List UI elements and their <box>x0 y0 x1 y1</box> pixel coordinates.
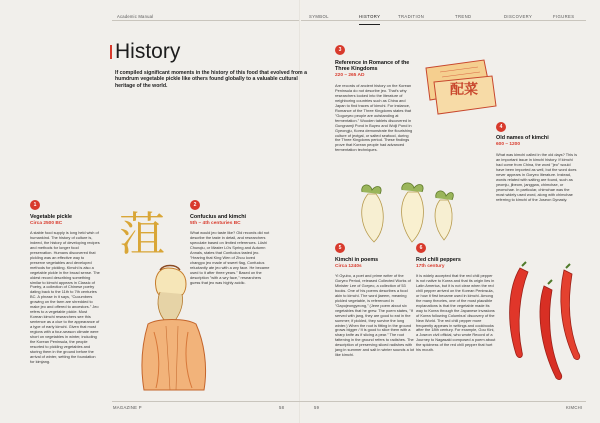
entry-1-body: A stable food supply is long held wish of humankind. The history of culture is, indeed, the history of developing recipes and methods for longer food preservation. Humans discovered that pickling was an effective way to preserve vegetables and developed methods for pickling. Kimchi is also a vegetable pickle in the broad sense. The oldest record describing something similar to kimchi appears in Classic of Poetry, a collection of Chinese poetry dating back to the 11th to 7th centuries BC. A phrase in it says, "Cucumbers growing on the farm are shredded to make jeo and offered to ancestors." Jeo refers to a vegetable pickle. Most Korean kimchi researchers see this sentence as a clue to the appearance of a type of early kimchi. Given that most regions with a four-season climate were short on vegetables in winter, including the Korean Peninsula, the people resorted to pickling vegetables and storing them in the ground before the arrival of winter, setting the foundation for kimjang. <box>30 230 100 364</box>
page-spine <box>299 0 301 423</box>
intro-text: If compiled significant moments in the history of this food that evolved from a humdrum vegetable pickle like others found globally to a valuable cultural heritage of the world. <box>115 70 307 89</box>
entry-3-body: Are records of ancient history on the Korean Peninsula do not describe jeo. That's why researchers looked into the literature of neighboring countries such as China and Japan to find traces of kimchi. For instance, Romance of the Three Kingdoms states that "Goguryeo people are outstanding at fermentation." Wooden tablets discovered in Gungnamji Pond in Buyeo and Wolji Pond in Gyeongju, Korea demonstrate the flourishing culture of jeotgal, or salted seafood, during the Three Kingdoms period. These findings prove that Korean people had advanced fermentation techniques. <box>335 83 413 153</box>
entry-6-date: 17th century <box>416 264 445 269</box>
entry-6-title: Red chili peppers <box>416 257 461 263</box>
tablet-characters: 配菜 <box>450 82 478 98</box>
section-label: Academic Manual <box>117 14 154 19</box>
entry-1-number: 1 <box>30 200 40 210</box>
nav-discovery[interactable]: DISCOVERY <box>504 14 533 19</box>
radishes-illustration <box>352 180 462 250</box>
entry-5-number: 5 <box>335 243 345 253</box>
nav-trend[interactable]: TREND <box>455 14 472 19</box>
entry-5-date: Circa 1240s <box>335 264 362 269</box>
entry-5-body: Yi Gyubo, a poet and prime writer of the Goryeo Period, released Collected Works of Minister Lee of Goryeo, a collection of 53 books. One of his poems describes a food akin to kimchi. The word jiaeem, meaning pickled vegetable, is referenced in "Gapojeongyeong," (Jeee poem about six vegetables that he grew. The poem states, "If served with jang, they are good to eat in the summer; if pickled, they survive the long winter.) When the root is fitting in the ground grows bigger / It is good to slice them with a sharp knife as if slicing a pear." The root fattening in the ground refers to radishes. The description of preserving sliced radishes with jang in summer and salt in winter sounds a lot like kimchi. <box>335 273 414 358</box>
entry-3-title: Reference in Romance of the Three Kingdoms <box>335 60 410 72</box>
entry-3-date: 220 – 265 AD <box>335 73 365 78</box>
footer-page-left: 58 <box>279 405 285 410</box>
footer-rule <box>112 401 586 402</box>
page-title: History <box>115 40 181 63</box>
title-accent <box>110 45 112 59</box>
entry-1-title: Vegetable pickle <box>30 214 72 220</box>
nav-tradition[interactable]: TRADITION <box>398 14 425 19</box>
entry-3-number: 3 <box>335 45 345 55</box>
entry-4-body: What was kimchi called in the old days? This is an important issue in kimchi history. If kimchi had come from China, the word "jeo" would have been imported as well, but the word does never appears in Goryeo literature. Instead, words related with salting are found, such as yeomju, jibeom, janggwa, chimchae, or yeomchae. In particular, chimchae was the most widely used word, along with chimchae referring to kimchi of the Joseon Dynasty. <box>496 152 578 202</box>
entry-5-title: Kimchi in poems <box>335 257 379 263</box>
header-rule <box>112 20 586 21</box>
entry-1-date: Circa 2500 BC <box>30 221 63 226</box>
entry-4-number: 4 <box>496 122 506 132</box>
entry-2-number: 2 <box>190 200 200 210</box>
entry-2-body: What would jeo taste like? Old records did not describe the taste in detail, and researchers speculate based on limited references. Lüshi Chunqiu, or Master Lü's Spring and Autumn Annals, states that Confucius tasted jeo. "Hearing that King Wen of Zhou loved changpo jeo made of sweet flag, Confucius reluctantly ate jeo with a wry face. He became used to it after three years." Based on the description "with a wry face," researchers guess that jeo was highly acidic. <box>190 230 270 285</box>
nav-symbol[interactable]: SYMBOL <box>309 14 329 19</box>
calligraphy-illustration <box>112 202 172 262</box>
footer-page-right: 59 <box>314 405 320 410</box>
pickle-character: 菹 <box>119 207 165 261</box>
entry-4-title: Old names of kimchi <box>496 135 549 141</box>
entry-6-body: It is widely accepted that the red chili pepper is not native to Korea and that its origin lies in Latin America, but it is not clear when the red chili pepper arrived on the Korean Peninsula, or how it first became used in kimchi. Among the many theories, one of the most plausible explanations is that the vegetable made its way to Korea through the Japanese invasions of Korea following Columbus' discovery of the New World. The red chili pepper more frequently appears in writings and cookbooks after the 18th century. For example, Gou Kini, a Joseon civil official, who wrote Record of a Journey to Nagasaki composed a poem about the spiciness of the red chili pepper that hurt his mouth. <box>416 273 496 353</box>
entry-4-date: 600 – 1200 <box>496 142 521 147</box>
wooden-tablets-illustration <box>420 58 500 116</box>
footer-section-label: KIMCHI <box>566 405 583 410</box>
footer-magazine-label: MAGAZINE P <box>113 405 142 410</box>
entry-6-number: 6 <box>416 243 426 253</box>
nav-history[interactable]: HISTORY <box>359 14 381 19</box>
nav-figures[interactable]: FIGURES <box>553 14 575 19</box>
chili-peppers-illustration <box>500 262 590 397</box>
entry-2-title: Confucius and kimchi <box>190 214 247 220</box>
entry-2-date: 5th – 4th centuries BC <box>190 221 241 226</box>
